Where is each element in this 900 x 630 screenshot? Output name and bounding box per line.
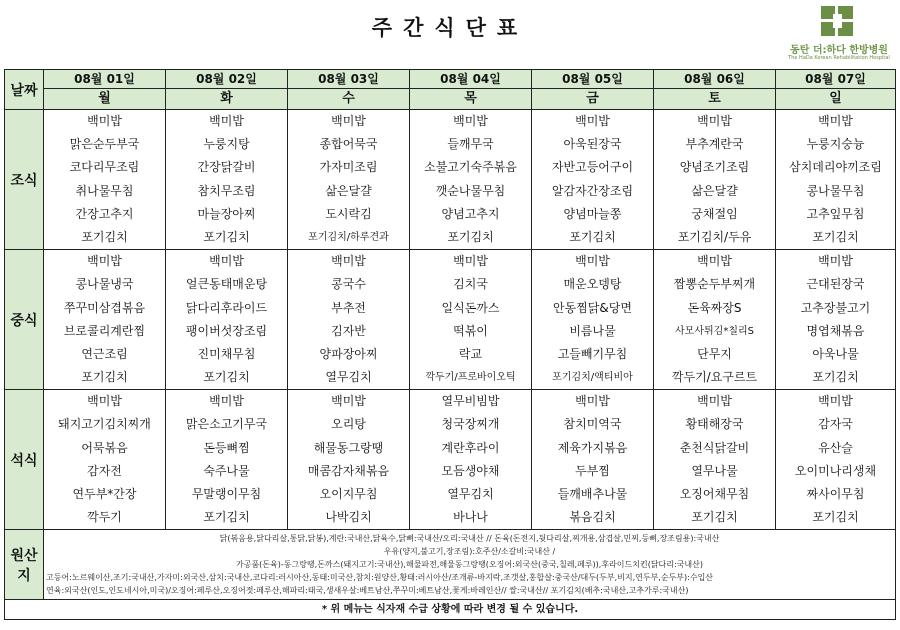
menu-item: 백미밥 — [87, 394, 122, 409]
lunch-cell — [288, 250, 410, 390]
menu-item: 누룽지숭늉 — [806, 137, 865, 152]
menu-item: 백미밥 — [575, 114, 610, 128]
menu-item: 누룽지탕 — [203, 137, 250, 152]
lunch-cell — [532, 250, 654, 390]
menu-item: 포기김치 — [81, 370, 128, 385]
menu-item: 볶음김치 — [569, 510, 616, 525]
menu-item: 삶은달걀 — [325, 183, 372, 198]
menu-item: 가자미조림 — [319, 160, 378, 175]
menu-item: 백미밥 — [331, 394, 366, 409]
menu-item: 아욱나물 — [812, 346, 859, 361]
menu-item: 종합어묵국 — [319, 137, 378, 152]
menu-item: 포기김치 — [569, 229, 616, 244]
menu-item: 고추잎무침 — [806, 206, 865, 221]
menu-item: 깍두기/요구르트 — [671, 370, 758, 385]
lunch-cell — [166, 250, 288, 390]
menu-item: 오이지무침 — [319, 487, 378, 501]
menu-item: 두부찜 — [575, 463, 610, 478]
menu-item: 제육가지볶음 — [557, 440, 628, 455]
origin-line: 가공품(돈육)-동그랑땡,돈까스(돼지고기:국내산),해물파전,해물동그랑땡(오징어:외국산(중국,칠레,페루)),후라이드치킨(닭다리:국내산) — [235, 560, 704, 570]
menu-item: 오징어채무침 — [679, 487, 750, 501]
menu-item: 양념마늘쫑 — [563, 206, 622, 221]
day-weekday: 수 — [288, 89, 410, 110]
menu-item: 콩나물무침 — [806, 183, 865, 198]
date-label: 날짜 — [5, 70, 44, 110]
menu-item: 백미밥 — [818, 394, 853, 409]
menu-item: 부추전 — [331, 300, 366, 315]
menu-item: 포기김치 — [81, 229, 128, 244]
logo-subtitle: The HaDa Korean Rehabilitation Hospital — [788, 55, 890, 61]
notice-text: * 위 메뉴는 식자재 수급 상황에 따라 변경 될 수 있습니다. — [5, 600, 896, 620]
menu-item: 백미밥 — [209, 254, 244, 269]
menu-item: 포기김치 — [812, 510, 859, 525]
menu-item: 간장닭갈비 — [197, 160, 256, 175]
lunch-cell — [44, 250, 166, 390]
menu-item: 맑은순두부국 — [69, 137, 140, 152]
menu-item: 포기김치/액티비아 — [552, 372, 633, 384]
lunch-cell — [410, 250, 532, 390]
menu-item: 청국장찌개 — [441, 417, 500, 432]
menu-item: 돈육짜장S — [687, 300, 742, 315]
menu-item: 열무김치 — [447, 487, 494, 501]
menu-item: 들깨무국 — [447, 137, 494, 152]
lunch-cell — [654, 250, 776, 390]
menu-item: 삼치데리야끼조림 — [789, 160, 882, 175]
menu-item: 도시락김 — [325, 206, 372, 221]
menu-item: 팽이버섯장조림 — [185, 323, 268, 338]
dinner-cell — [166, 390, 288, 530]
dinner-cell — [288, 390, 410, 530]
menu-item: 백미밥 — [818, 114, 853, 128]
lunch-cell — [776, 250, 896, 390]
weekly-menu-table — [4, 69, 896, 620]
menu-item: 포기김치 — [203, 510, 250, 525]
day-date: 08월 01일 — [44, 70, 166, 89]
menu-item: 포기김치 — [812, 370, 859, 385]
menu-item: 백미밥 — [331, 114, 366, 128]
dinner-cell — [532, 390, 654, 530]
breakfast-cell — [654, 110, 776, 250]
menu-item: 연두부*간장 — [72, 487, 137, 501]
menu-item: 깻순나물무침 — [435, 183, 506, 198]
breakfast-cell — [532, 110, 654, 250]
date-row — [5, 70, 896, 89]
menu-item: 매운오뎅탕 — [563, 277, 622, 292]
menu-item: 모듬생야채 — [441, 463, 500, 478]
menu-item: 백미밥 — [331, 254, 366, 269]
day-date: 08월 04일 — [410, 70, 532, 89]
day-date: 08월 05일 — [532, 70, 654, 89]
menu-item: 포기김치 — [203, 229, 250, 244]
menu-item: 백미밥 — [87, 254, 122, 269]
menu-item: 콩나물냉국 — [75, 277, 134, 292]
menu-item: 짬뽕순두부찌개 — [673, 277, 756, 292]
menu-item: 양파장아찌 — [319, 346, 378, 361]
menu-item: 백미밥 — [697, 254, 732, 269]
menu-item: 들깨배추나물 — [557, 487, 628, 501]
breakfast-row — [5, 110, 896, 250]
menu-item: 참치미역국 — [563, 417, 622, 432]
origin-info — [44, 530, 896, 600]
menu-item: 해물동그랑땡 — [313, 440, 384, 455]
menu-item: 감자전 — [87, 463, 122, 478]
hospital-logo — [784, 5, 894, 63]
menu-item: 포기김치 — [447, 229, 494, 244]
dinner-cell — [654, 390, 776, 530]
day-weekday: 금 — [532, 89, 654, 110]
menu-item: 닭다리후라이드 — [185, 300, 268, 315]
menu-item: 백미밥 — [575, 394, 610, 409]
menu-item: 고들빼기무침 — [557, 346, 628, 361]
menu-item: 열무나물 — [691, 463, 738, 478]
origin-line: 닭(볶음용,닭다리살,통닭,닭봉),계란:국내산,닭육수,닭뼈:국내산/오리:국내산 // 돈육(돈전지,뒷다리살,찌개용,삼겹살,민찌,등뼈,장조림용):국내산 — [219, 534, 720, 544]
dinner-cell — [44, 390, 166, 530]
menu-item: 백미밥 — [697, 114, 732, 128]
menu-item: 떡볶이 — [453, 323, 488, 338]
menu-item: 백미밥 — [697, 394, 732, 409]
logo-name: 동탄 더:하다 한방병원 — [790, 45, 888, 56]
page-title: 주간식단표 — [371, 16, 529, 40]
menu-item: 김자반 — [331, 323, 366, 338]
day-weekday: 목 — [410, 89, 532, 110]
menu-item: 포기김치/두유 — [677, 229, 752, 244]
menu-item: 쭈꾸미삼겹볶음 — [63, 300, 146, 315]
menu-item: 얼큰동태매운탕 — [185, 277, 268, 292]
menu-item: 참치무조림 — [197, 183, 256, 198]
lunch-label: 중식 — [5, 250, 44, 390]
menu-item: 자반고등어구이 — [551, 160, 634, 175]
notice-row — [5, 600, 896, 620]
lunch-row — [5, 250, 896, 390]
menu-item: 양념고추지 — [441, 206, 500, 221]
dinner-cell — [410, 390, 532, 530]
menu-item: 일식돈까스 — [441, 300, 500, 315]
menu-item: 삶은달걀 — [691, 183, 738, 198]
breakfast-label: 조식 — [5, 110, 44, 250]
menu-item: 마늘장아찌 — [197, 206, 256, 221]
menu-item: 돼지고기김치찌개 — [58, 417, 151, 432]
day-date: 08월 02일 — [166, 70, 288, 89]
menu-item: 황태해장국 — [685, 417, 744, 432]
weekday-row — [5, 89, 896, 110]
menu-item: 오리탕 — [331, 417, 366, 432]
day-weekday: 일 — [776, 89, 896, 110]
menu-item: 락교 — [458, 346, 483, 361]
dinner-row — [5, 390, 896, 530]
menu-item: 비름나물 — [569, 323, 616, 338]
menu-item: 포기김치 — [812, 229, 859, 244]
origin-line: 우유(양지,불고기,장조림):호주산/소갈비:국내산 / — [383, 547, 556, 557]
menu-item: 백미밥 — [453, 114, 488, 128]
menu-item: 간장고추지 — [75, 206, 134, 221]
day-date: 08월 06일 — [654, 70, 776, 89]
menu-item: 어묵볶음 — [81, 440, 128, 455]
menu-item: 유산슬 — [818, 440, 853, 455]
menu-item: 매콤감자채볶음 — [307, 463, 390, 478]
menu-item: 단무지 — [697, 346, 732, 361]
hospital-logo-icon — [820, 5, 854, 37]
breakfast-cell — [288, 110, 410, 250]
menu-item: 백미밥 — [575, 254, 610, 269]
day-date: 08월 03일 — [288, 70, 410, 89]
menu-item: 안동찜닭&당면 — [553, 300, 632, 315]
menu-item: 코다리무조림 — [69, 160, 140, 175]
menu-item: 포기김치/하루견과 — [308, 231, 389, 243]
day-date: 08월 07일 — [776, 70, 896, 89]
menu-item: 숙주나물 — [203, 463, 250, 478]
menu-item: 백미밥 — [87, 114, 122, 128]
menu-item: 무말랭이무침 — [191, 487, 262, 501]
menu-item: 취나물무침 — [75, 183, 134, 198]
menu-item: 춘천식닭갈비 — [679, 440, 750, 455]
dinner-label: 석식 — [5, 390, 44, 530]
menu-item: 부추계란국 — [685, 137, 744, 152]
menu-item: 아욱된장국 — [563, 137, 622, 152]
menu-item: 열무김치 — [325, 370, 372, 385]
menu-item: 고추장불고기 — [800, 300, 871, 315]
menu-item: 백미밥 — [209, 114, 244, 128]
menu-item: 소불고기숙주볶음 — [424, 160, 517, 175]
breakfast-cell — [166, 110, 288, 250]
menu-item: 돈등뼈찜 — [203, 440, 250, 455]
menu-item: 브로콜리계란찜 — [63, 323, 146, 338]
menu-item: 감자국 — [818, 417, 853, 432]
menu-item: 계란후라이 — [441, 440, 500, 455]
menu-item: 궁채절임 — [691, 206, 738, 221]
breakfast-cell — [410, 110, 532, 250]
breakfast-cell — [776, 110, 896, 250]
menu-item: 열무비빔밥 — [441, 394, 500, 409]
day-weekday: 월 — [44, 89, 166, 110]
menu-item: 백미밥 — [209, 394, 244, 409]
menu-item: 명엽채볶음 — [806, 323, 865, 338]
menu-item: 진미채무침 — [197, 346, 256, 361]
origin-label: 원산지 — [5, 530, 44, 600]
menu-item: 백미밥 — [818, 254, 853, 269]
day-weekday: 토 — [654, 89, 776, 110]
menu-item: 연근조림 — [81, 346, 128, 361]
menu-item: 오이미나리생채 — [794, 463, 877, 478]
origin-line: 연육:외국산(인도,인도네시아,미국)/오징어:페루산,오징어젓:페루산,해파리:태국,생새우살:베트남산,쭈꾸미:베트남산,꽃게:바레인산// 쌀:국내산// 포기김치(배추:국내산,고추가루:국내산) — [46, 586, 689, 596]
dinner-cell — [776, 390, 896, 530]
day-weekday: 화 — [166, 89, 288, 110]
menu-item: 깍두기/프로바이오틱 — [425, 372, 516, 384]
menu-item: 맑은소고기무국 — [185, 417, 268, 432]
menu-item: 바나나 — [453, 510, 488, 525]
menu-item: 백미밥 — [453, 254, 488, 269]
origin-row — [5, 530, 896, 600]
menu-item: 김치국 — [453, 277, 488, 292]
origin-line: 고등어:노르웨이산,조기:국내산,가자미:외국산,삼치:국내산,코다리:러시아산,동태:미국산,참치:원양산,황태:러시아산/조개류-바지락,조갯살,홍합살:중국산/대두(두부,비지,연두부,순두부):수입산 — [46, 573, 714, 583]
menu-item: 포기김치 — [691, 510, 738, 525]
menu-item: 양념조기조림 — [679, 160, 750, 175]
menu-item: 깍두기 — [87, 510, 122, 525]
menu-item: 근대된장국 — [806, 277, 865, 292]
menu-item: 알감자간장조림 — [551, 183, 634, 198]
breakfast-cell — [44, 110, 166, 250]
menu-item: 포기김치 — [203, 370, 250, 385]
menu-item: 짜사이무침 — [806, 487, 865, 501]
menu-item: 콩국수 — [331, 277, 366, 292]
menu-item: 나박김치 — [325, 510, 372, 525]
menu-item: 사모사튀김*칠리S — [675, 325, 754, 337]
